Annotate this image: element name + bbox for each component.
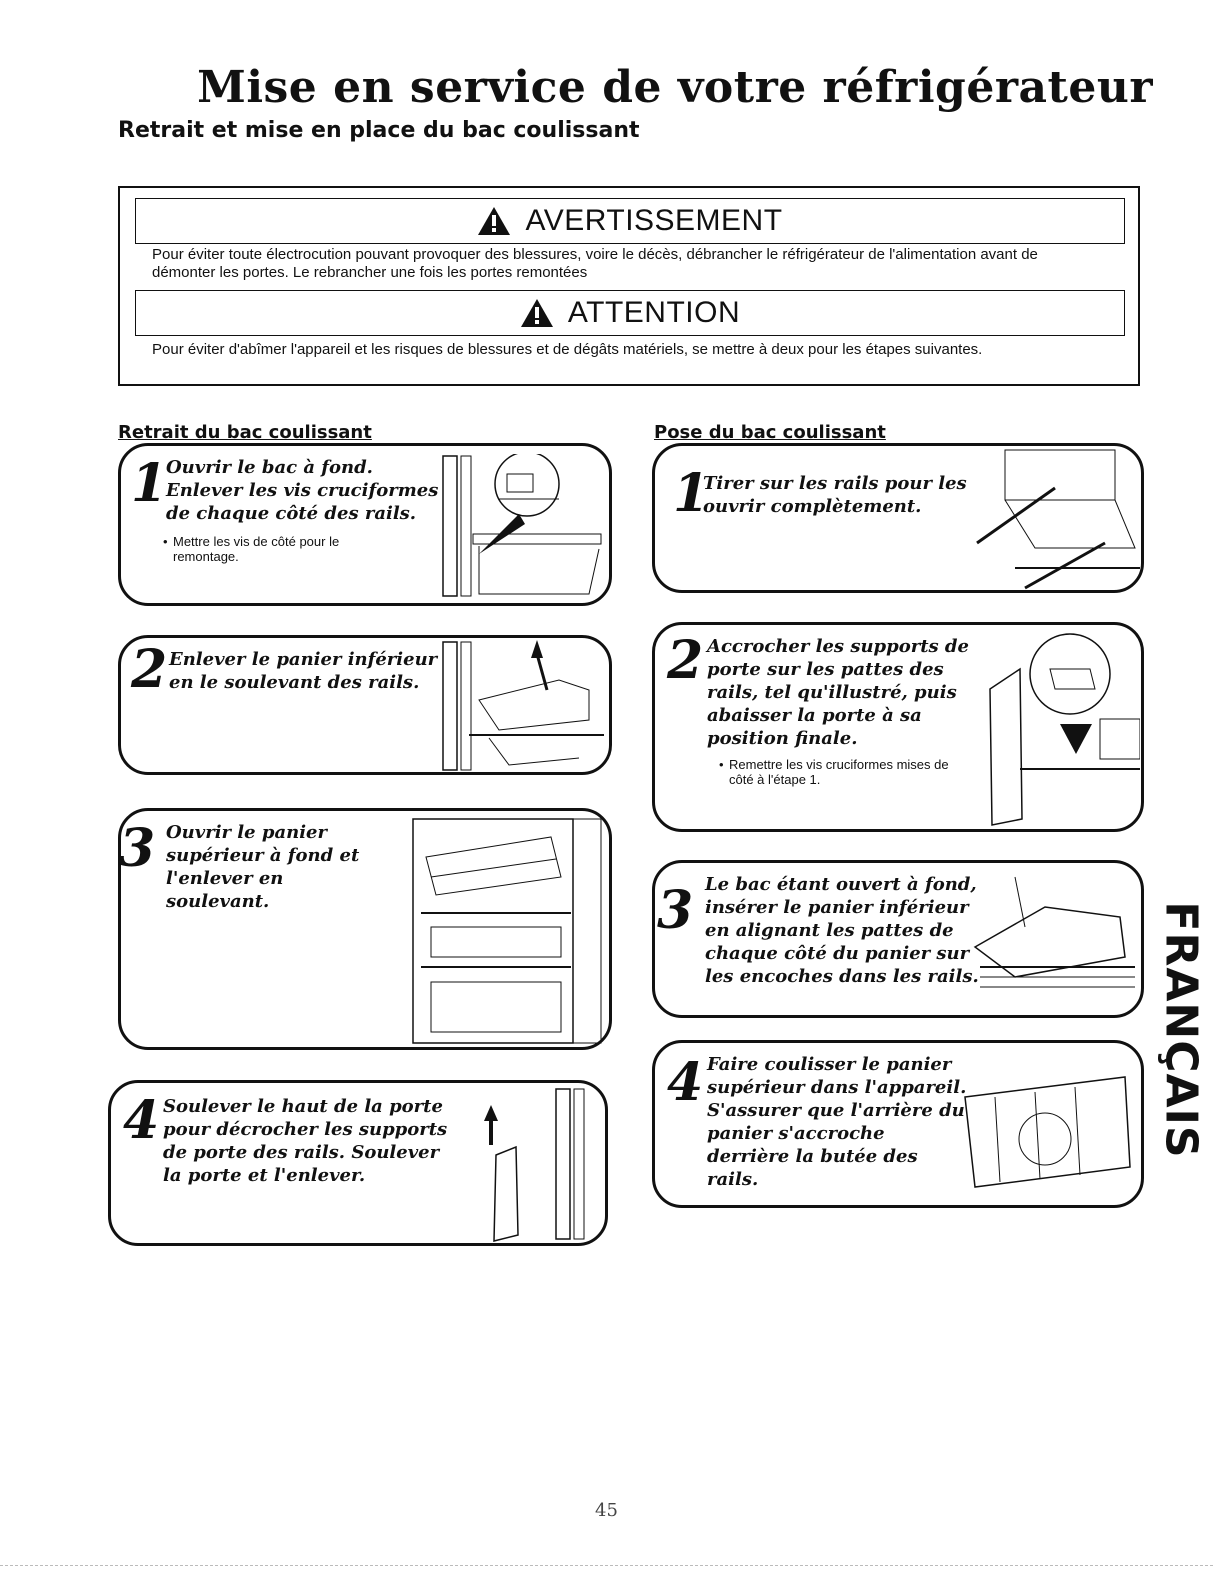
- warning-text: Pour éviter toute électrocution pouvant provoquer des blessures, voire le décès, débrancher le réfrigérateur de l'alimentation avant de démonter les portes. Le rebrancher une fois les portes remontées: [152, 246, 1038, 281]
- section-subtitle: Retrait et mise en place du bac coulissant: [118, 118, 640, 143]
- step-number: 4: [667, 1052, 704, 1113]
- caution-banner: [135, 290, 1125, 336]
- install-heading: Pose du bac coulissant: [654, 422, 886, 443]
- step-number: 3: [119, 818, 156, 879]
- removal-step-1: [118, 443, 612, 606]
- removal-step-2: [118, 635, 612, 775]
- language-label: FRANÇAIS: [1155, 901, 1207, 1159]
- door-removal-illustration: [476, 1085, 606, 1245]
- language-tab: [1152, 900, 1210, 1160]
- caution-word: ATTENTION: [567, 296, 741, 329]
- step-instruction: Accrocher les supports de porte sur les pattes des rails, tel qu'illustré, puis abaisser la porte à sa position finale.: [707, 636, 969, 749]
- step-number: 3: [657, 880, 694, 941]
- upper-basket-illustration: [411, 817, 606, 1045]
- caution-text: Pour éviter d'abîmer l'appareil et les risques de blessures et de dégâts matériels, se mettre à deux pour les étapes suivantes.: [152, 341, 983, 358]
- warning-banner: [135, 198, 1125, 244]
- removal-heading: Retrait du bac coulissant: [118, 422, 372, 443]
- step-instruction: Ouvrir le bac à fond. Enlever les vis cruciformes de chaque côté des rails.: [166, 457, 439, 524]
- step-instruction: Faire coulisser le panier supérieur dans l'appareil. S'assurer que l'arrière du panier s'accroche derrière la butée des rails.: [707, 1054, 967, 1190]
- lower-basket-illustration: [439, 640, 607, 772]
- page-number: 45: [595, 1500, 618, 1521]
- install-step-4: [652, 1040, 1144, 1208]
- step-note: • Remettre les vis cruciformes mises de côté à l'étape 1.: [719, 757, 949, 787]
- warning-triangle-icon: [477, 206, 511, 236]
- install-step-3: [652, 860, 1144, 1018]
- rails-open-illustration: [975, 448, 1140, 590]
- bottom-rule: [0, 1565, 1213, 1566]
- safety-box: [118, 186, 1140, 386]
- removal-step-3: [118, 808, 612, 1050]
- install-step-2: [652, 622, 1144, 832]
- page-title: Mise en service de votre réfrigérateur: [197, 62, 1153, 113]
- step-instruction: Le bac étant ouvert à fond, insérer le panier inférieur en alignant les pattes de chaque côté du panier sur les encoches dans les rails.: [705, 874, 979, 987]
- rail-screw-illustration: [439, 454, 607, 599]
- upper-basket-insert-illustration: [955, 1047, 1140, 1205]
- warning-triangle-icon: [520, 298, 554, 328]
- step-number: 1: [131, 453, 168, 514]
- step-instruction: Enlever le panier inférieur en le soulevant des rails.: [169, 649, 438, 693]
- step-number: 2: [667, 630, 704, 691]
- step-instruction: Soulever le haut de la porte pour décrocher les supports de porte des rails. Soulever la porte et l'enlever.: [163, 1096, 448, 1186]
- install-step-1: [652, 443, 1144, 593]
- door-bracket-illustration: [980, 629, 1140, 829]
- step-instruction: Tirer sur les rails pour les ouvrir complètement.: [703, 473, 967, 517]
- step-note: • Mettre les vis de côté pour le remontage.: [163, 534, 340, 564]
- removal-step-4: [108, 1080, 608, 1246]
- step-number: 2: [131, 639, 168, 700]
- lower-basket-insert-illustration: [955, 867, 1140, 1015]
- step-number: 4: [123, 1090, 160, 1151]
- warning-word: AVERTISSEMENT: [525, 204, 783, 237]
- step-number: 1: [673, 463, 710, 524]
- step-instruction: Ouvrir le panier supérieur à fond et l'enlever en soulevant.: [166, 822, 360, 912]
